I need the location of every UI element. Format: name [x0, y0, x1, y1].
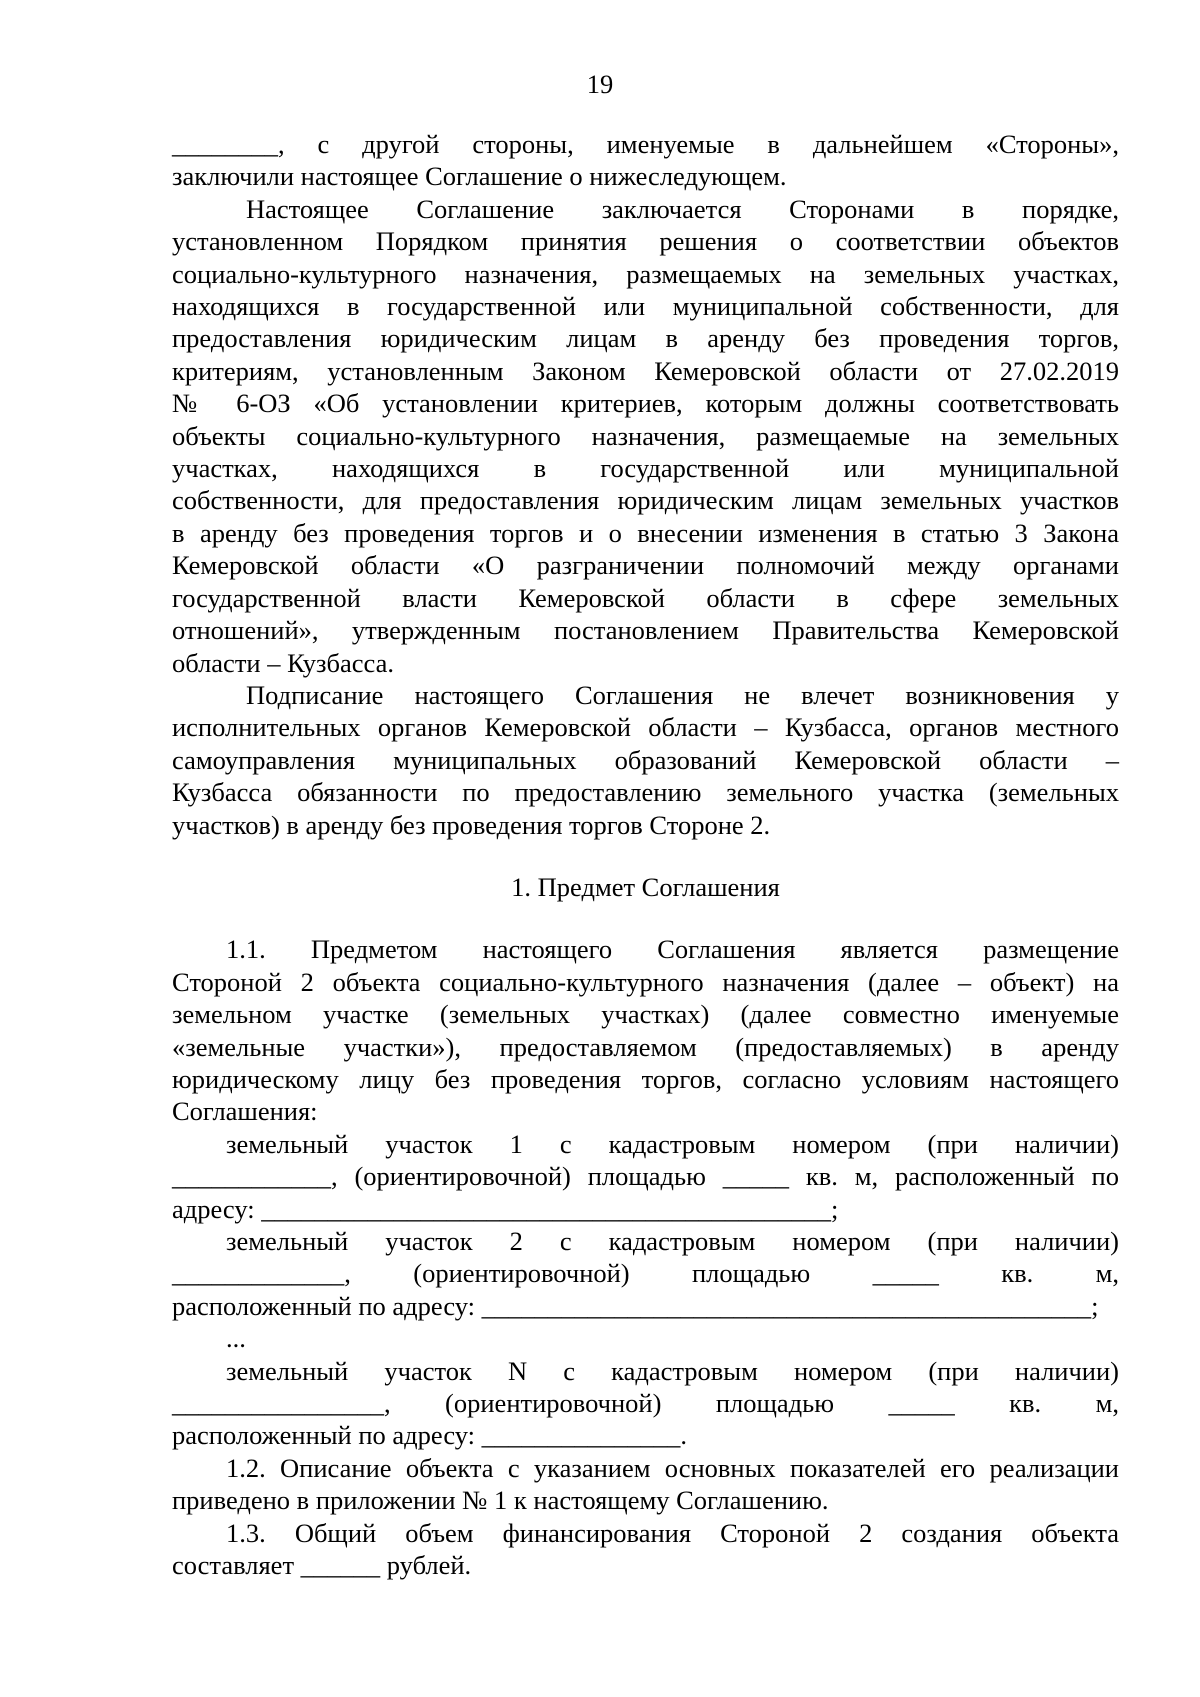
text-line: исполнительных органов Кемеровской области – Кузбасса, органов местного	[172, 712, 1119, 743]
text-line: адресу: ___________________________________________;	[172, 1193, 839, 1224]
ellipsis: ...	[226, 1323, 246, 1354]
clause-1-2	[172, 1452, 1119, 1517]
text-line: расположенный по адресу: ______________________________________________;	[172, 1290, 1099, 1321]
text-line: участков) в аренду без проведения торгов Стороне 2.	[172, 809, 771, 840]
text-line: области – Кузбасса.	[172, 647, 394, 678]
intro-line: заключили настоящее Соглашение о нижеследующем.	[172, 161, 787, 192]
text-line: собственности, для предоставления юридическим лицам земельных участков	[172, 485, 1119, 516]
text-line: составляет ______ рублей.	[172, 1550, 472, 1581]
land-plot-2	[172, 1225, 1119, 1322]
paragraph-signing-note	[172, 679, 1119, 841]
text-line: находящихся в государственной или муниципальной собственности, для	[172, 291, 1119, 322]
text-line: «земельные участки»), предоставляемом (предоставляемых) в аренду	[172, 1031, 1119, 1062]
section-heading: 1. Предмет Соглашения	[511, 871, 780, 902]
text-line: 1.3. Общий объем финансирования Стороной 2 создания объекта	[226, 1517, 1119, 1548]
clause-1-1	[172, 933, 1119, 1127]
intro-line: ________, с другой стороны, именуемые в дальнейшем «Стороны»,	[172, 129, 1119, 159]
text-line: Соглашения:	[172, 1096, 318, 1127]
text-line: объекты социально-культурного назначения, размещаемые на земельных	[172, 420, 1119, 451]
paragraph-agreement-basis	[172, 193, 1119, 679]
text-line: государственной власти Кемеровской области в сфере земельных	[172, 582, 1119, 613]
text-line: юридическому лицу без проведения торгов, согласно условиям настоящего	[172, 1063, 1119, 1094]
text-line: в аренду без проведения торгов и о внесении изменения в статью 3 Закона	[172, 517, 1119, 548]
text-line: Подписание настоящего Соглашения не влечет возникновения у	[246, 679, 1119, 710]
text-line: ________________, (ориентировочной) площадью _____ кв. м,	[172, 1388, 1119, 1419]
text-line: Кемеровской области «О разграничении полномочий между органами	[172, 550, 1119, 581]
text-line: критериям, установленным Законом Кемеровской области от 27.02.2019	[172, 355, 1119, 386]
text-line: № 6-ОЗ «Об установлении критериев, которым должны соответствовать	[172, 388, 1119, 419]
text-line: ____________, (ориентировочной) площадью _____ кв. м, расположенный по	[172, 1161, 1119, 1192]
text-line: приведено в приложении № 1 к настоящему Соглашению.	[172, 1485, 829, 1516]
text-line: земельный участок 2 с кадастровым номером (при наличии)	[226, 1226, 1119, 1256]
text-line: 1.1. Предметом настоящего Соглашения является размещение	[226, 934, 1119, 965]
land-plot-n	[172, 1355, 1119, 1452]
text-line: отношений», утвержденным постановлением Правительства Кемеровской	[172, 615, 1119, 646]
text-line: участках, находящихся в государственной или муниципальной	[172, 453, 1119, 484]
text-line: самоуправления муниципальных образований Кемеровской области –	[172, 744, 1119, 775]
clause-1-3	[172, 1517, 1119, 1582]
text-line: земельный участок 1 с кадастровым номером (при наличии)	[226, 1128, 1119, 1159]
text-line: установленном Порядком принятия решения о соответствии объектов	[172, 226, 1119, 257]
page-number: 19	[586, 69, 614, 99]
text-line: расположенный по адресу: _______________.	[172, 1420, 688, 1451]
text-line: земельный участок N с кадастровым номером (при наличии)	[226, 1355, 1119, 1386]
text-line: 1.2. Описание объекта с указанием основных показателей его реализации	[226, 1452, 1119, 1483]
text-line: Настоящее Соглашение заключается Сторонами в порядке,	[246, 193, 1119, 224]
document-body	[172, 128, 1119, 1581]
text-line: Кузбасса обязанности по предоставлению земельного участка (земельных	[172, 777, 1119, 808]
text-line: предоставления юридическим лицам в аренду без проведения торгов,	[172, 323, 1119, 354]
text-line: _____________, (ориентировочной) площадью _____ кв. м,	[172, 1258, 1119, 1289]
text-line: Стороной 2 объекта социально-культурного назначения (далее – объект) на	[172, 966, 1119, 997]
text-line: социально-культурного назначения, размещаемых на земельных участках,	[172, 258, 1119, 289]
land-plot-1	[172, 1128, 1119, 1225]
text-line: земельном участке (земельных участках) (далее совместно именуемые	[172, 999, 1119, 1030]
